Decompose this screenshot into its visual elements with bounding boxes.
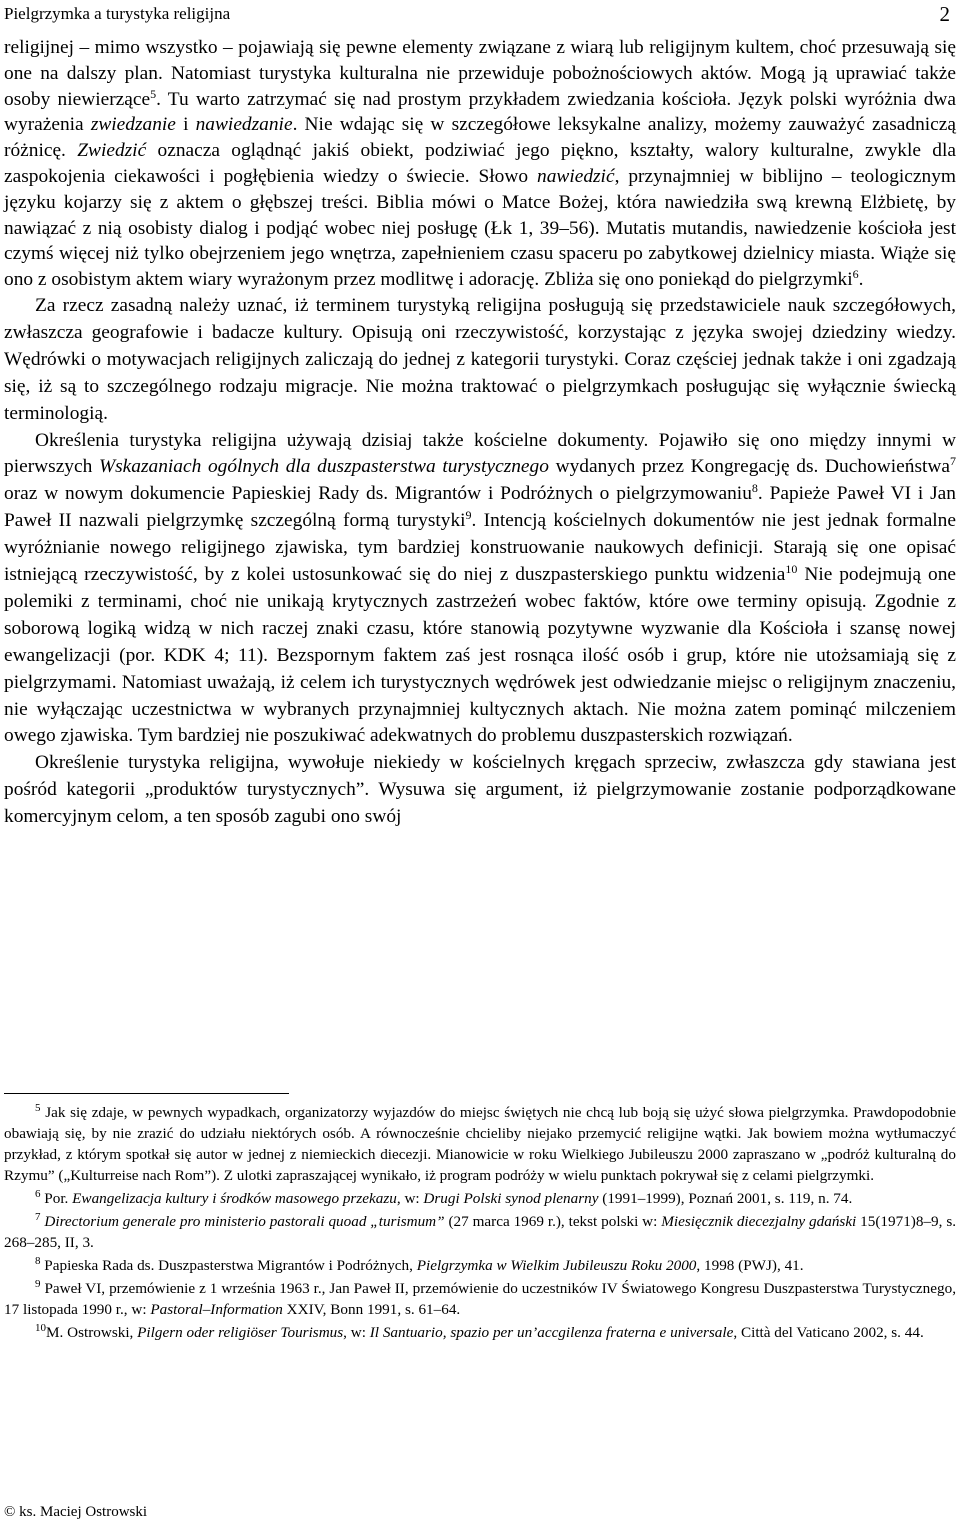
page-number: 2 [939,2,950,26]
footnote-10: $^{10}$M. Ostrowski, Pilgern oder religiöser Tourismus, w: Il Santuario, spazio per un’accgilenza fraterna e universale, Città del Vaticano 2002, s. 44. [35,1322,924,1341]
footnote-ref-8[interactable]: 8 [751,481,758,496]
footnote-separator [4,1093,289,1094]
footnote-9: $^9$ Paweł VI, przemówienie z 1 września 1963 r., Jan Paweł II, przemówienie do uczestników IV Światowego Kongresu Duszpasterstwa Turystycznego, 17 listopada 1990 r., w: Pastoral–Information XXIV, Bonn 1991, s. 61–64. [4,1278,956,1318]
paragraph-3: Określenia turystyka religijna używają dzisiaj także kościelne dokumenty. Pojawiło się ono między innymi w pierwszych Wskazaniach ogólnych dla duszpasterstwa turystycznego wydanych przez Kongregację ds. Duchowieństwa$^7$ oraz w nowym dokumencie Papieskiej Rady ds. Migrantów i Podróżnych o pielgrzymowaniu$^8$. Papieże Paweł VI i Jan Paweł II nazwali pielgrzymkę szczególną formą turystyki$^9$. Intencją kościelnych dokumentów nie jest jednak formalne wyróżnianie nowego religijnego zjawiska, tym bardziej konstruowanie naukowych definicji. Starają się one opisać istniejącą rzeczywistość, by z kolei ustosunkować się do niej z duszpasterskiego punktu widzenia$^{10}$ Nie podejmują one polemiki z terminami, choć nie unikają krytycznych zastrzeżeń wobec faktów, które owe terminy opisują. Zgodnie z soborową logiką widzą w nich raczej znaki czasu, które stanowią pozytywne wyzwanie dla Kościoła i szansę nowej ewangelizacji (por. KDK 4; 11). Bezspornym faktem zaś jest rosnąca ilość osób i grup, które nie utożsamiają się z pielgrzymami. Natomiast uważają, iż celem ich turystycznych wędrówek jest odwiedzanie miejsc o religijnym znaczeniu, nie wyłączając uczestnictwa w wybranych przynajmniej kultycznych aktach. Nie można zatem pominąć milczeniem owego zjawiska. Tym bardziej nie poszukiwać adekwatnych do problemu duszpasterskich rozwiązań. [4,429,957,747]
paragraph-4: Określenie turystyka religijna, wywołuje niekiedy w kościelnych kręgach sprzeciw, zwłaszcza gdy stawiana jest pośród kategorii „produktów turystycznych”. Wysuwa się argument, iż pielgrzymowanie zostanie podporządkowane komercyjnym celom, a ten sposób zagubi ono swój [4,752,956,828]
footnote-ref-7[interactable]: 7 [950,454,956,469]
footnote-7: $^7$ Directorium generale pro ministerio pastorali quoad „turismum” (27 marca 1969 r.), tekst polski w: Miesięcznik diecezjalny gdański 15(1971)8–9, s. 268–285, II, 3. [4,1211,957,1251]
running-header [4,0,950,24]
paragraph-2: Za rzecz zasadną należy uznać, iż terminem turystyką religijna posługują się przedstawiciele nauk szczegółowych, zwłaszcza geografowie i badacze kultury. Opisują oni rzeczywistość, korzystając z języka swojej dziedziny wiedzy. Wędrówki o motywacjach religijnych zaliczają do jednej z kategorii turystyki. Coraz częściej jednak także i oni zgadzają się, iż są to szczególnego rodzaju migracje. Nie można traktować o pielgrzymkach posługując się wyłącznie świecką terminologią. [4,294,956,424]
footnote-ref-5[interactable]: 5 [150,86,157,101]
footnote-6: $^6$ Por. Ewangelizacja kultury i środków masowego przekazu, w: Drugi Polski synod plenarny (1991–1999), Poznań 2001, s. 119, n. 74. [35,1188,853,1207]
main-text [4,35,956,831]
footnotes [4,1102,956,1343]
footnote-ref-10[interactable]: 10 [785,562,798,577]
footnote-5: $^5$ Jak się zdaje, w pewnych wypadkach, organizatorzy wyjazdów do miejsc świętych nie chcą lub boją się użyć słowa pielgrzymka. Prawdopodobnie obawiają się, by nie zrazić do udziału niektórych osób. A równocześnie chcieliby niejako przemycić religijne wątki. Jak bowiem można wytłumaczyć przykład, z którym spotkał się autor w jednej z niemieckich diecezji. Mianowicie w roku Wielkiego Jubileuszu 2000 zapraszano w „podróż kulturalną do Rzymu” („Kulturreise nach Rom”). Z ulotki zapraszającej wynikało, iż program podróży w wielu punktach pokrywał się z celami pielgrzymki. [4,1102,956,1184]
footnote-ref-9[interactable]: 9 [465,508,472,523]
header-title: Pielgrzymka a turystyka religijna [4,4,231,23]
paragraph-1: religijnej – mimo wszystko – pojawiają się pewne elementy związane z wiarą lub religijnym kultem, choć przesuwają się one na dalszy plan. Natomiast turystyka kulturalna nie przewiduje pobożnościowych aktów. Mogą ją uprawiać także osoby niewierzące$^5$. Tu warto zatrzymać się nad prostym przykładem zwiedzania kościoła. Język polski wyróżnia dwa wyrażenia zwiedzanie i nawiedzanie. Nie wdając się w szczegółowe leksykalne analizy, możemy zauważyć zasadniczą różnicę. Zwiedzić oznacza oglądnąć jakiś obiekt, podziwiać jego piękno, kształty, walory kulturalne, zwykle dla zaspokojenia ciekawości i pogłębienia wiedzy o świecie. Słowo nawiedzić, przynajmniej w biblijno – teologicznym języku kojarzy się z aktem o głębszej treści. Biblia mówi o Matce Bożej, która nawiedziła swą krewną Elżbietę, by nawiązać z nią osobisty dialog i podjąć wobec niej posługę (Łk 1, 39–56). Mutatis mutandis, nawiedzenie kościoła jest czymś więcej niż tylko obejrzeniem jego wnętrza, zapełnieniem czasu spaceru po zabytkowej dzielnicy miasta. Wiąże się ono z osobistym aktem wiary wyrażonym przez modlitwę i adorację. Zbliża się ono poniekąd do pielgrzymki$^6$. [4,37,956,291]
footnote-8: $^8$ Papieska Rada ds. Duszpasterstwa Migrantów i Podróżnych, Pielgrzymka w Wielkim Jubileuszu Roku 2000, 1998 (PWJ), 41. [35,1255,804,1274]
footnote-ref-6[interactable]: 6 [852,267,859,282]
copyright-footer: © ks. Maciej Ostrowski [4,1504,148,1520]
